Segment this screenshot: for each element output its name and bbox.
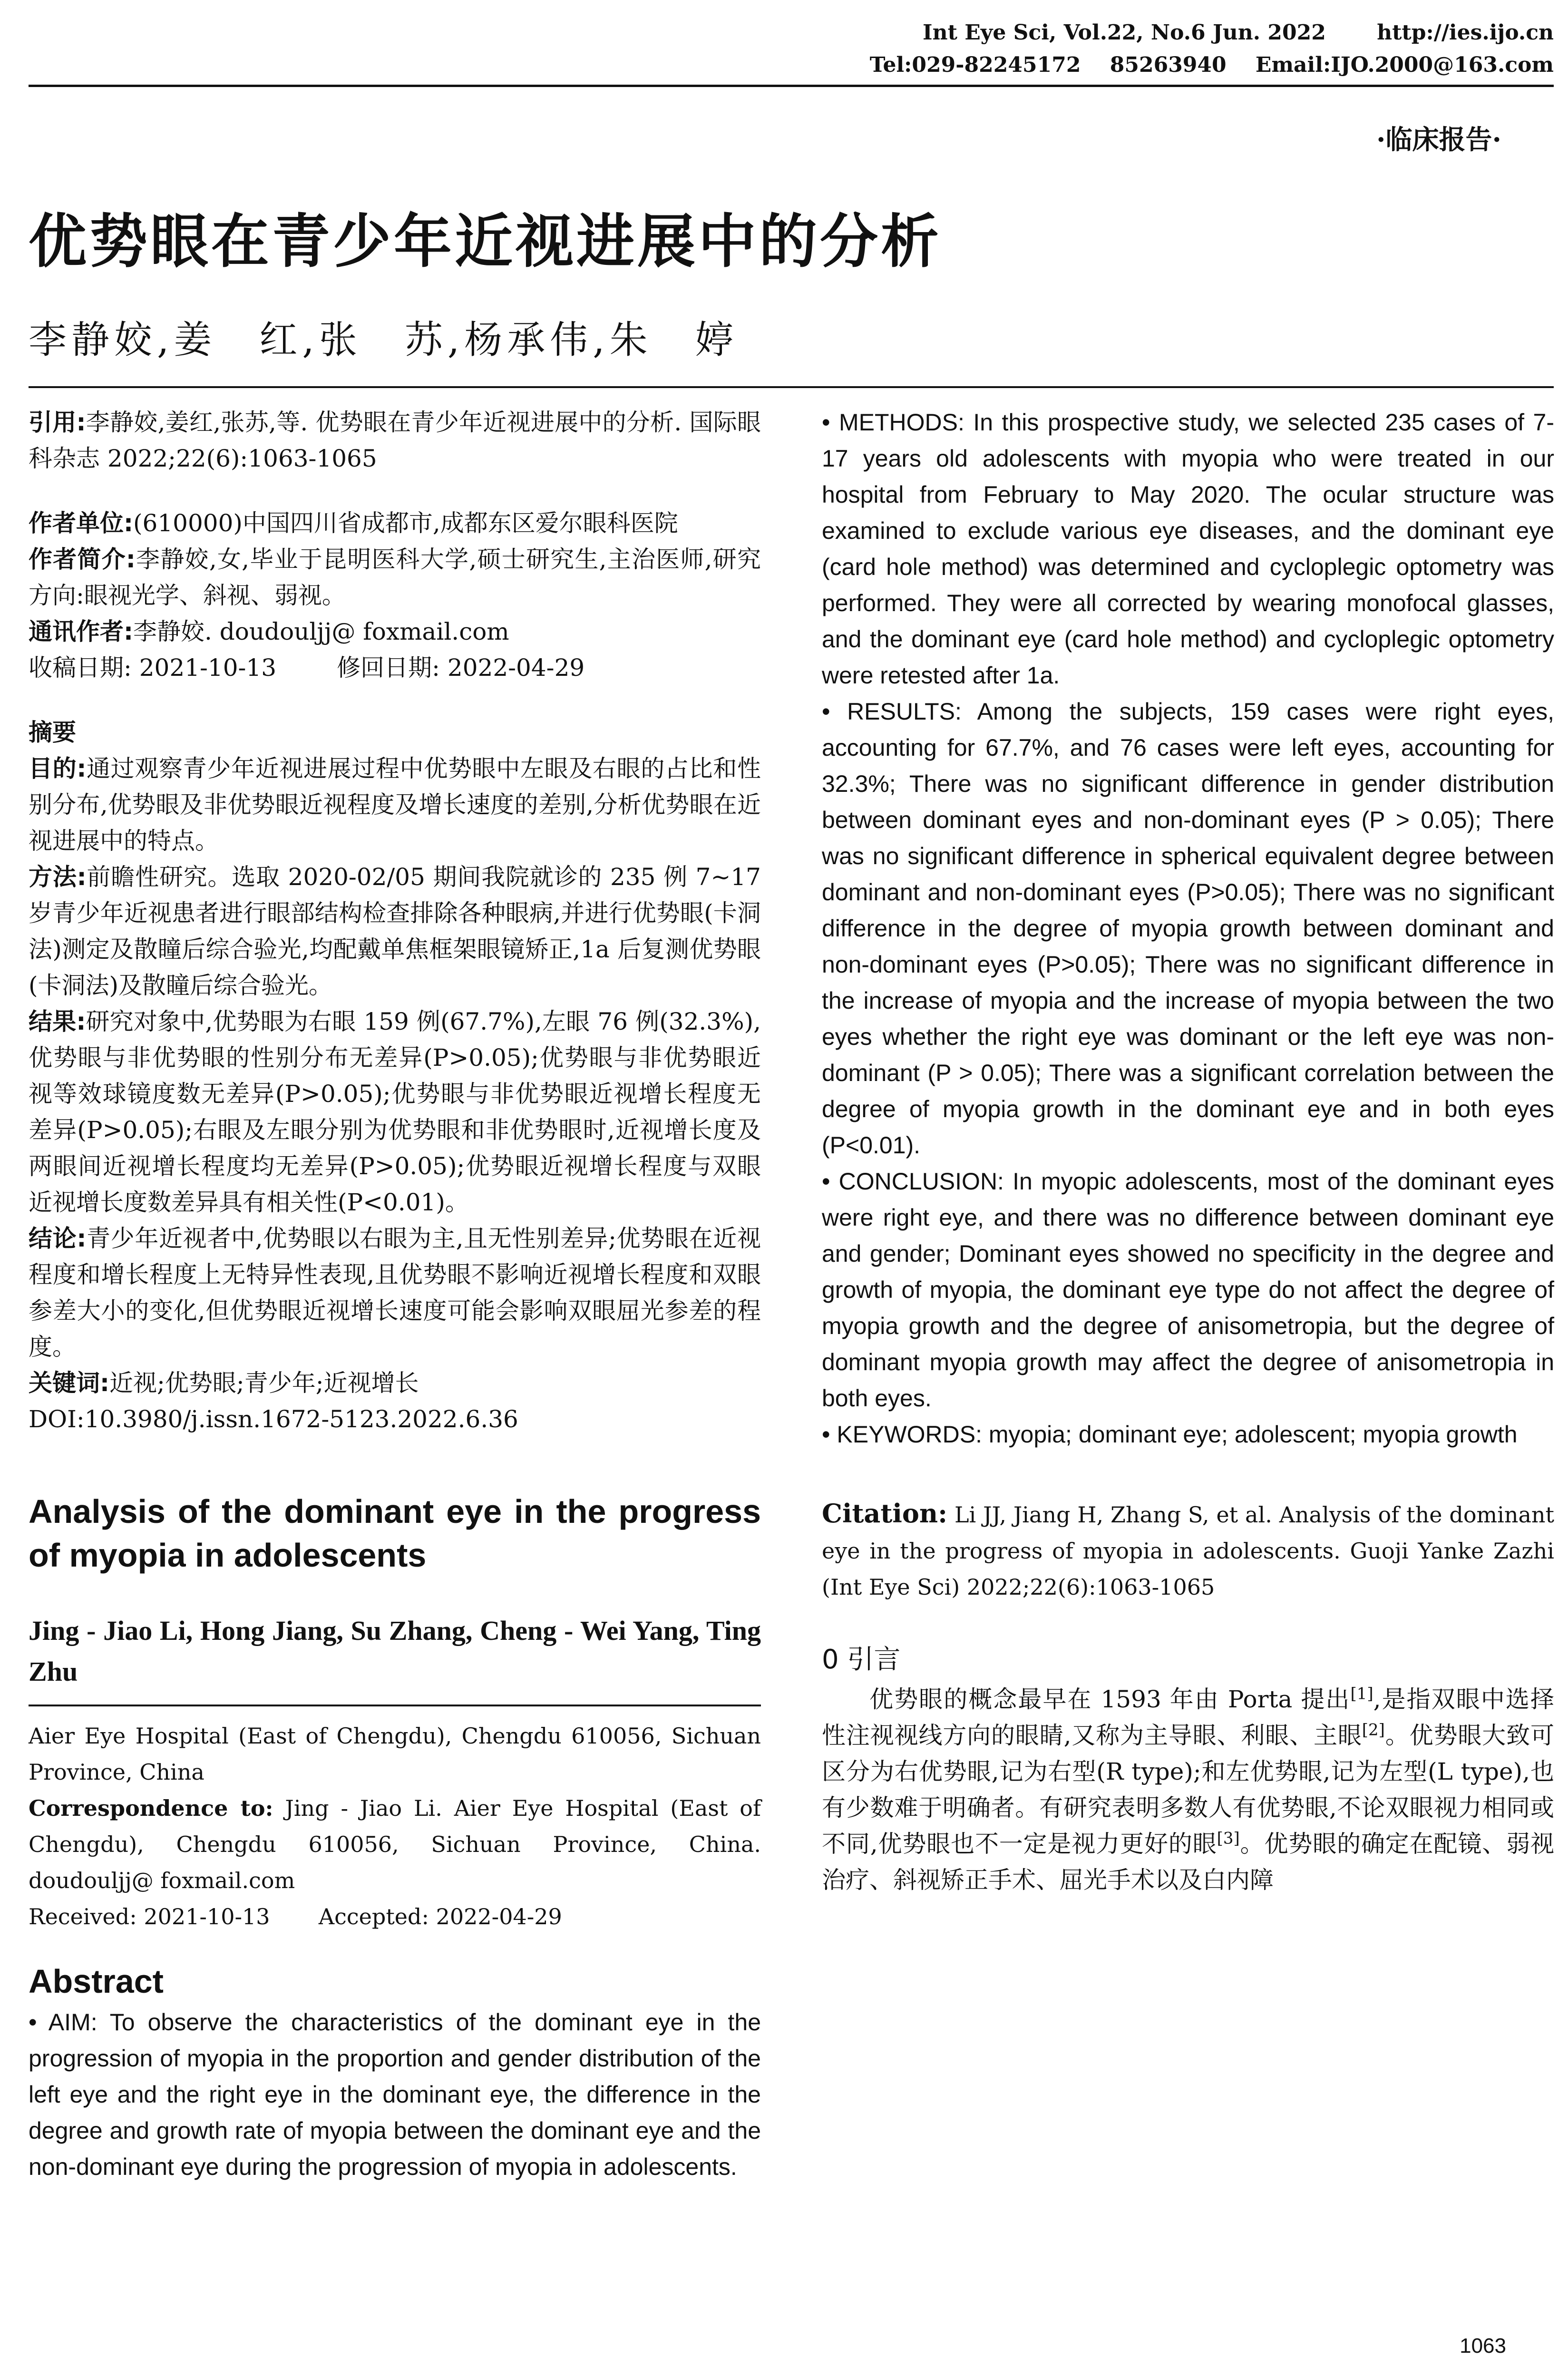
conclusion-cn-label: 结论: [29,1225,87,1252]
intro-text-2: ,是指双眼中选择性注视视线方向的眼睛,又称为主导眼、利眼、主眼 [822,1685,1554,1749]
citation-en [822,1495,1554,1605]
intro-heading: 0 引言 [822,1644,901,1675]
citation-cn [29,404,761,477]
intro-text-4: 。优势眼的确定在配镜、弱视治疗、斜视矫正手术、屈光手术以及白内障 [822,1830,1554,1894]
method-cn-text: 前瞻性研究。选取 2020-02/05 期间我院就诊的 235 例 7~17 岁青少年近视患者进行眼部结构检查排除各种眼病,并进行优势眼(卡洞法)测定及散瞳后综合验光,均配戴单焦框架眼镜矫正,1a 后复测优势眼(卡洞法)及散瞳后综合验光。 [29,863,761,999]
intro-text-3: 。优势眼大致可区分为右优势眼,记为右型(R type);和左优势眼,记为左型(L type),也有少数难于明确者。有研究表明多数人有优势眼,不论双眼视力相同或不同,优势眼也不一定是视力更好的眼 [822,1722,1555,1858]
section-label: ·临床报告· [1376,124,1501,156]
aim-cn-text: 通过观察青少年近视进展过程中优势眼中左眼及右眼的占比和性别分布,优势眼及非优势眼近视程度及增长速度的差别,分析优势眼在近视进展中的特点。 [29,755,761,855]
abstract-en-keywords: • KEYWORDS: myopia; dominant eye; adolescent; myopia growth [822,1421,1518,1448]
journal-header-line: Int Eye Sci, Vol.22, No.6 Jun. 2022 http://ies.ijo.cn [923,20,1554,45]
affiliation-cn-label: 作者单位: [29,509,133,537]
bio-cn-label: 作者简介: [29,546,136,573]
citation-cn-text: 李静姣,姜红,张苏,等. 优势眼在青少年近视进展中的分析. 国际眼科杂志 2022;22(6):1063-1065 [29,409,761,472]
page-number: 1063 [1460,2334,1506,2358]
citation-ref-2[interactable]: [2] [1362,1720,1385,1740]
contact-header-line: Tel:029-82245172 85263940 Email:IJO.2000@163.com [869,53,1554,77]
title-rule [29,386,1554,388]
correspondence-en-label: Correspondence to: [29,1795,273,1821]
citation-en-label: Citation: [822,1498,948,1529]
bio-cn-text: 李静姣,女,毕业于昆明医科大学,硕士研究生,主治医师,研究方向:眼视光学、斜视、弱视。 [29,546,761,609]
abstract-cn-method [29,859,761,1003]
left-column [29,404,761,2185]
keywords-cn [29,1365,761,1401]
abstract-en-aim: • AIM: To observe the characteristics of the dominant eye in the progression of myopia in the proportion and gender distribution of the left eye and the right eye in the dominant eye, the difference in the degree and growth rate of myopia between the dominant eye and the non-dominant eye during the progression of myopia in adolescents. [29,2009,761,2180]
abstract-en-heading: Abstract [29,1963,164,2000]
citation-en-text: Li JJ, Jiang H, Zhang S, et al. Analysis of the dominant eye in the progress of myopia in adolescents. Guoji Yanke Zazhi (Int Eye Sci) 2022;22(6):1063-1065 [822,1502,1554,1600]
result-cn-label: 结果: [29,1008,86,1035]
affiliation-cn [29,505,761,541]
correspondence-en [29,1790,761,1899]
result-cn-text: 研究对象中,优势眼为右眼 159 例(67.7%),左眼 76 例(32.3%),优势眼与非优势眼的性别分布无差异(P>0.05);优势眼与非优势眼近视等效球镜度数无差异(P>0.05);优势眼与非优势眼近视增长程度无差异(P>0.05);右眼及左眼分别为优势眼和非优势眼时,近视增长度及两眼间近视增长程度均无差异(P>0.05);优势眼近视增长程度与双眼近视增长度数差异具有相关性(P<0.01)。 [29,1008,761,1216]
intro-paragraph [822,1681,1554,1898]
authors-cn: 李静姣,姜 红,张 苏,杨承伟,朱 婷 [29,318,738,362]
header-rule [29,85,1554,87]
dates-cn: 收稿日期: 2021-10-13 修回日期: 2022-04-29 [29,654,585,682]
method-cn-label: 方法: [29,863,87,891]
correspondence-en-text: Jing - Jiao Li. Aier Eye Hospital (East of Chengdu), Chengdu 610056, Sichuan Province, China. doudouljj@ foxmail.com [29,1795,761,1893]
right-column [822,404,1554,1898]
abstract-cn-conclusion [29,1220,761,1365]
keywords-cn-text: 近视;优势眼;青少年;近视增长 [109,1369,419,1397]
affiliation-en: Aier Eye Hospital (East of Chengdu), Chengdu 610056, Sichuan Province, China [29,1723,761,1785]
abstract-cn-result [29,1003,761,1220]
authors-en-rule [29,1705,761,1706]
citation-ref-1[interactable]: [1] [1350,1684,1373,1704]
abstract-cn-heading: 摘要 [29,719,76,746]
authors-en: Jing - Jiao Li, Hong Jiang, Su Zhang, Cheng - Wei Yang, Ting Zhu [29,1615,761,1687]
abstract-en-methods: • METHODS: In this prospective study, we selected 235 cases of 7-17 years old adolescents with myopia who were treated in our hospital from February to May 2020. The ocular structure was examined to exclude various eye diseases, and the dominant eye (card hole method) was determined and cycloplegic optometry was performed. They were all corrected by wearing monofocal glasses, and the dominant eye (card hole method) and cycloplegic optometry were retested after 1a. [822,409,1554,689]
citation-cn-label: 引用: [29,409,86,436]
citation-ref-3[interactable]: [3] [1217,1829,1240,1848]
intro-text-1: 优势眼的概念最早在 1593 年由 Porta 提出 [869,1685,1351,1713]
article-title-cn: 优势眼在青少年近视进展中的分析 [29,208,942,275]
article-title-en: Analysis of the dominant eye in the progress of myopia in adolescents [29,1493,761,1574]
abstract-cn-aim [29,750,761,859]
aim-cn-label: 目的: [29,755,87,782]
keywords-cn-label: 关键词: [29,1369,109,1397]
corresponding-cn-text: 李静姣. doudouljj@ foxmail.com [133,618,509,645]
abstract-en-results: • RESULTS: Among the subjects, 159 cases were right eyes, accounting for 67.7%, and 76 cases were left eyes, accounting for 32.3%; There was no significant difference in gender distribution between dominant eyes and non-dominant eyes (P > 0.05); There was no significant difference in spherical equivalent degree between dominant and non-dominant eyes (P>0.05); There was no significant difference in the degree of myopia growth between dominant and non-dominant eyes (P>0.05); There was no significant difference in the increase of myopia and the increase of myopia between the two eyes whether the right eye was dominant or the left eye was non-dominant (P > 0.05); There was a significant correlation between the degree of myopia growth in the dominant eye and in both eyes (P<0.01). [822,698,1554,1159]
corresponding-cn-label: 通讯作者: [29,618,133,645]
corresponding-author-cn [29,614,761,650]
author-bio-cn [29,541,761,614]
conclusion-cn-text: 青少年近视者中,优势眼以右眼为主,且无性别差异;优势眼在近视程度和增长程度上无特异性表现,且优势眼不影响近视增长程度和双眼参差大小的变化,但优势眼近视增长速度可能会影响双眼屈光参差的程度。 [29,1225,761,1361]
abstract-en-conclusion: • CONCLUSION: In myopic adolescents, most of the dominant eyes were right eye, and there was no difference between dominant eye and gender; Dominant eyes showed no specificity in the degree and growth of myopia, the dominant eye type do not affect the degree of myopia growth and the degree of anisometropia, but the degree of dominant myopia growth may affect the degree of anisometropia in both eyes. [822,1168,1554,1412]
affiliation-cn-text: (610000)中国四川省成都市,成都东区爱尔眼科医院 [133,509,678,537]
doi: DOI:10.3980/j.issn.1672-5123.2022.6.36 [29,1405,518,1433]
dates-en: Received: 2021-10-13 Accepted: 2022-04-29 [29,1904,562,1929]
